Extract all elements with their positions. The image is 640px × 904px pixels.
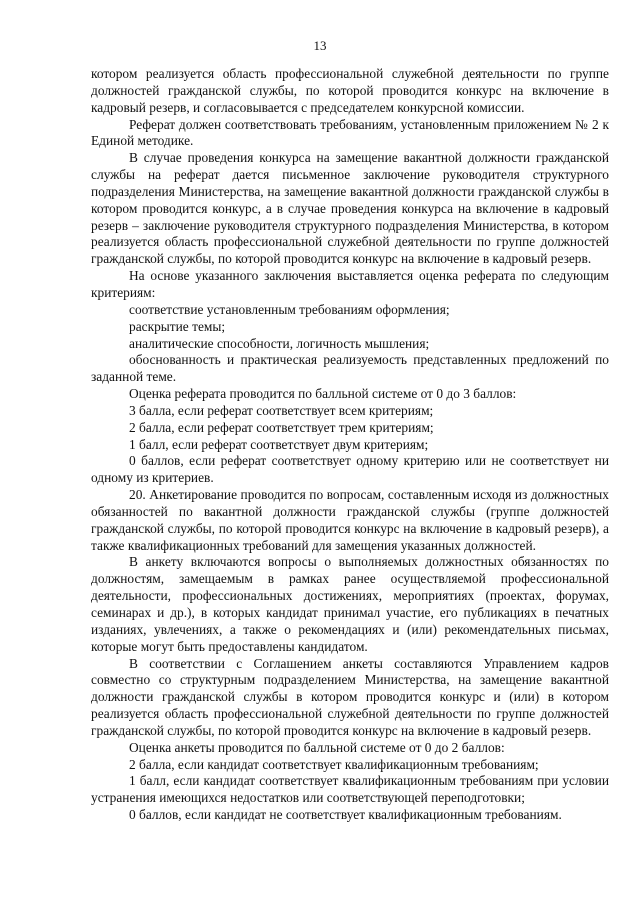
criterion-formatting: соответствие установленным требованиям оформления; — [129, 301, 450, 317]
paragraph-evaluation-intro: На основе указанного заключения выставляется оценка реферата по следующим критериям: — [91, 268, 609, 300]
score-essay-0: 0 баллов, если реферат соответствует одному критерию или не соответствует ни одному из критериев. — [91, 453, 609, 486]
page-number: 13 — [313, 38, 327, 53]
document-body — [91, 66, 609, 824]
score-essay-2: 2 балла, если реферат соответствует трем критериям; — [129, 419, 434, 435]
score-essay-1: 1 балл, если реферат соответствует двум критериям; — [129, 436, 429, 452]
paragraph-questionnaire: 20. Анкетирование проводится по вопросам, составленным исходя из должностных обязанностей по вакантной должности гражданской службы (группе должностей гражданской службы, по которой проводится конкурс на включение в кадровый резерв), а также квалификационных требований для замещения указанных должностей. — [91, 487, 609, 553]
paragraph-essay-scoring: Оценка реферата проводится по балльной системе от 0 до 3 баллов: — [129, 386, 517, 402]
paragraph-continuation: котором реализуется область профессиональной служебной деятельности по группе должностей гражданской службы, по которой проводится конкурс на включение в кадровый резерв, и согласовывается с председателем конкурсной комиссии. — [91, 66, 609, 115]
score-questionnaire-0: 0 баллов, если кандидат не соответствует квалификационным требованиям. — [129, 807, 562, 823]
score-essay-3: 3 балла, если реферат соответствует всем критериям; — [129, 402, 434, 418]
paragraph-essay-requirements: Реферат должен соответствовать требованиям, установленным приложением № 2 к Единой методике. — [91, 116, 609, 149]
paragraph-questionnaire-content: В анкету включаются вопросы о выполняемых должностных обязанностях по должностям, замещаемым в рамках ранее осуществляемой профессиональной деятельности, профессиональных достижениях, мероприятиях (проектах, форумах, семинарах и др.), в которых кандидат принимал участие, его публикациях в печатных изданиях, увлечениях, а также о рекомендациях и (или) рекомендательных письмах, которые могут быть предоставлены кандидатом. — [91, 554, 609, 654]
score-questionnaire-1: 1 балл, если кандидат соответствует квалификационным требованиям при условии устранения имеющихся недостатков или соответствующей переподготовки; — [91, 773, 609, 806]
paragraph-questionnaire-agreement: В соответствии с Соглашением анкеты составляются Управлением кадров совместно со структурным подразделением Министерства, на замещение вакантной должности гражданской службы в котором проводится конкурс и (или) в котором реализуется область профессиональной служебной деятельности по группе должностей гражданской службы, по которой проводится конкурс на включение в кадровый резерв. — [91, 655, 609, 738]
criterion-feasibility: обоснованность и практическая реализуемость представленных предложений по заданной теме. — [91, 352, 609, 385]
paragraph-essay-conclusion: В случае проведения конкурса на замещение вакантной должности гражданской службы на реферат дается письменное заключение руководителя структурного подразделения Министерства, на замещение вакантной должности гражданской службы в котором проводится конкурс, а в случае проведения конкурса на включение в кадровый резерв – заключение руководителя структурного подразделения Министерства, в котором реализуется область профессиональной служебной деятельности по группе должностей гражданской службы, по которой проводится конкурс на включение в кадровый резерв. — [91, 150, 609, 267]
criterion-topic: раскрытие темы; — [129, 318, 226, 334]
score-questionnaire-2: 2 балла, если кандидат соответствует квалификационным требованиям; — [129, 756, 539, 772]
paragraph-questionnaire-scoring: Оценка анкеты проводится по балльной системе от 0 до 2 баллов: — [129, 739, 505, 755]
criterion-analytics: аналитические способности, логичность мышления; — [129, 335, 430, 351]
